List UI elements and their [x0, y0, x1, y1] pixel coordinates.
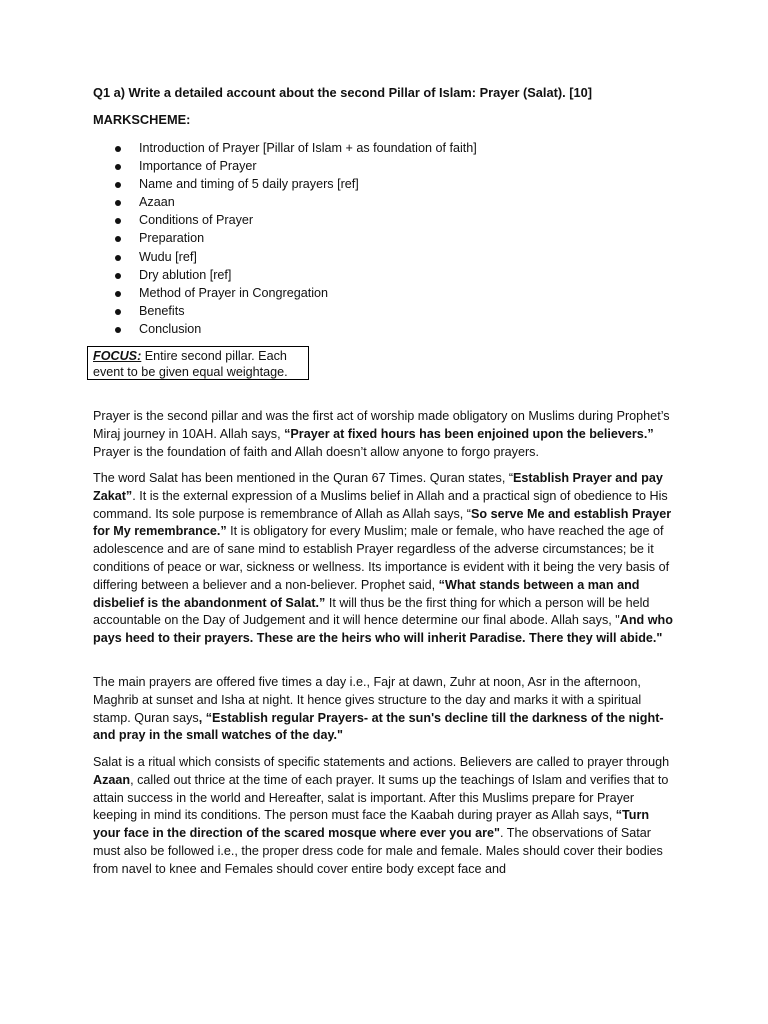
- list-item-label: Conditions of Prayer: [139, 213, 254, 228]
- paragraph-ritual: [93, 754, 678, 879]
- paragraph-text: It will thus be the first thing for which a person will be held accountable on the Day of Judgement and it will hence determine our final abode. Allah says, ": [93, 595, 650, 628]
- quote-text: , “Establish regular Prayers- at the sun's decline till the darkness of the night- and pray in the small watches of the day.": [93, 710, 664, 743]
- list-item: [115, 193, 477, 211]
- bullet-icon: [115, 309, 121, 315]
- bullet-icon: [115, 182, 121, 188]
- paragraph-importance: [93, 470, 678, 648]
- list-item: [115, 211, 477, 229]
- list-item: [115, 284, 477, 302]
- bullet-icon: [115, 255, 121, 261]
- paragraph-introduction: [93, 408, 678, 461]
- question-heading: Q1 a) Write a detailed account about the second Pillar of Islam: Prayer (Salat). [10]: [93, 85, 592, 100]
- list-item: [115, 266, 477, 284]
- quote-text: Establish Prayer and pay Zakat”: [93, 471, 663, 503]
- paragraph-text: Prayer is the foundation of faith and Allah doesn’t allow anyone to forgo prayers.: [93, 444, 539, 459]
- paragraph-text: It is obligatory for every Muslim; male or female, who have reached the age of adolescence and are of sane mind to establish Prayer regardless of the adverse circumstances; be it conditions of peace or war, sickness or wellness. Its importance is evident with it being the very basis of differing between a believer and a non-believer. Prophet said,: [93, 524, 670, 592]
- list-item-label: Wudu [ref]: [139, 249, 197, 264]
- list-item-label: Dry ablution [ref]: [139, 267, 232, 282]
- list-item: [115, 302, 477, 320]
- bullet-icon: [115, 291, 121, 297]
- quote-text: “Turn your face in the direction of the scared mosque where ever you are": [93, 808, 650, 841]
- bullet-icon: [115, 200, 121, 206]
- paragraph-daily-prayers: [93, 674, 678, 745]
- bullet-icon: [115, 164, 121, 170]
- quote-text: “Prayer at fixed hours has been enjoined upon the believers.”: [284, 426, 654, 441]
- quote-text: And who pays heed to their prayers. These are the heirs who will inherit Paradise. There they will abide.": [93, 613, 673, 646]
- list-item: [115, 248, 477, 266]
- bullet-icon: [115, 327, 121, 333]
- paragraph-text: The main prayers are offered five times a day i.e., Fajr at dawn, Zuhr at noon, Asr in the afternoon, Maghrib at sunset and Isha at night. It hence gives structure to the day and marks it with a spiritual stamp. Quran says: [93, 675, 642, 725]
- markscheme-list: [115, 139, 477, 338]
- quote-text: So serve Me and establish Prayer for My remembrance.”: [93, 506, 672, 539]
- focus-text: Entire second pillar. Each event to be given equal weightage.: [93, 349, 288, 379]
- focus-box: [87, 346, 309, 380]
- paragraph-text: , called out thrice at the time of each prayer. It sums up the teachings of Islam and verifies that to attain success in the world and Hereafter, salat is important. After this Muslims prepare for Prayer keeping in mind its conditions. The person must face the Kaabah during prayer as Allah says,: [93, 772, 669, 823]
- list-item: [115, 320, 477, 338]
- focus-label: FOCUS:: [93, 349, 142, 363]
- bullet-icon: [115, 273, 121, 279]
- paragraph-text: . The observations of Satar must also be followed i.e., the proper dress code for male and female. Males should cover their bodies from navel to knee and Females should cover entire body except face and: [93, 826, 663, 876]
- list-item: [115, 139, 477, 157]
- list-item: [115, 175, 477, 193]
- list-item: [115, 229, 477, 247]
- list-item-label: Introduction of Prayer [Pillar of Islam + as foundation of faith]: [139, 141, 477, 155]
- paragraph-text: Prayer is the second pillar and was the first act of worship made obligatory on Muslims during Prophet’s Miraj journey in 10AH. Allah says,: [93, 409, 670, 441]
- list-item-label: Benefits: [139, 303, 185, 318]
- bullet-icon: [115, 218, 121, 224]
- list-item-label: Method of Prayer in Congregation: [139, 285, 329, 300]
- list-item: [115, 157, 477, 175]
- list-item-label: Preparation: [139, 231, 205, 246]
- paragraph-text: . It is the external expression of a Muslims belief in Allah and a practical sign of obedience to His command. Its sole purpose is remembrance of Allah as Allah says, “: [93, 488, 668, 521]
- list-item-label: Name and timing of 5 daily prayers [ref]: [139, 177, 359, 192]
- markscheme-heading: MARKSCHEME:: [93, 112, 191, 127]
- list-item-label: Azaan: [139, 195, 175, 210]
- list-item-label: Importance of Prayer: [139, 159, 257, 174]
- list-item-label: Conclusion: [139, 321, 202, 336]
- quote-text: “What stands between a man and disbelief is the abandonment of Salat.”: [93, 577, 640, 610]
- bullet-icon: [115, 146, 121, 152]
- paragraph-text: Salat is a ritual which consists of specific statements and actions. Believers are called to prayer through: [93, 755, 670, 769]
- paragraph-text: The word Salat has been mentioned in the Quran 67 Times. Quran states, “: [93, 471, 514, 485]
- bullet-icon: [115, 236, 121, 242]
- keyword-text: Azaan: [93, 772, 131, 787]
